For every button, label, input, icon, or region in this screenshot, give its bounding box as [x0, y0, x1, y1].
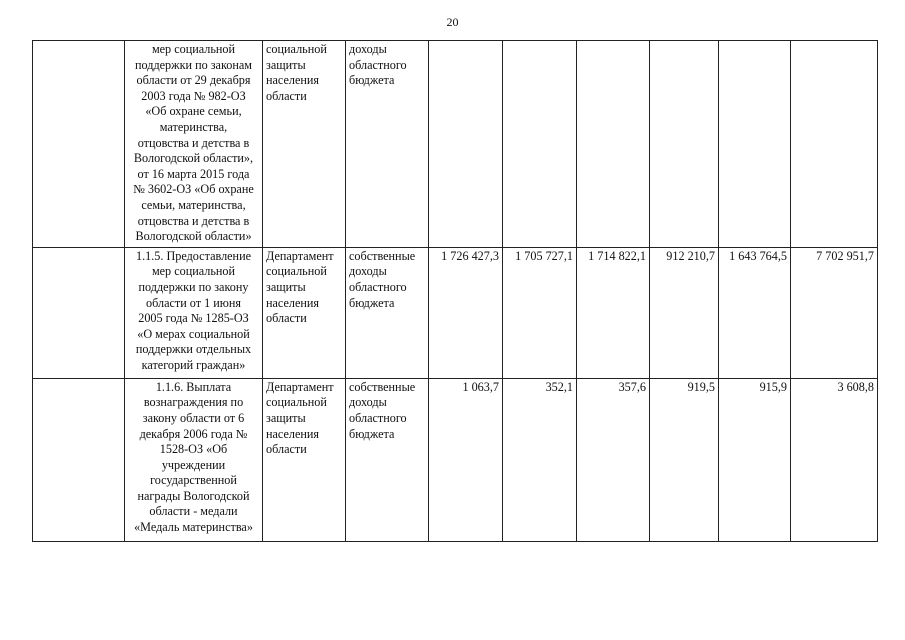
event-cell: мер социальной поддержки по законам области от 29 декабря 2003 года № 982-ОЗ «Об охране семьи, материнства, отцовства и детства в Вологодской области», от 16 марта 2015 года № 3602-ОЗ «Об охране семьи, материнства, отцовства и детства в Вологодской области»: [125, 41, 263, 248]
executor-cell: Департамент социальной защиты населения области: [263, 247, 346, 378]
value-cell-2: [503, 41, 577, 248]
total-cell: 3 608,8: [791, 378, 878, 541]
value-cell-3: [577, 41, 650, 248]
value-cell-4: 912 210,7: [650, 247, 719, 378]
value-cell-5: 915,9: [719, 378, 791, 541]
table-row: [33, 247, 878, 378]
funding-source-cell: собственные доходы областного бюджета: [346, 378, 429, 541]
blank-cell: [33, 378, 125, 541]
value-cell-5: 1 643 764,5: [719, 247, 791, 378]
executor-cell: Департамент социальной защиты населения области: [263, 378, 346, 541]
value-cell-5: [719, 41, 791, 248]
executor-cell: социальной защиты населения области: [263, 41, 346, 248]
value-cell-1: 1 726 427,3: [429, 247, 503, 378]
funding-source-cell: собственные доходы областного бюджета: [346, 247, 429, 378]
funding-source-cell: доходы областного бюджета: [346, 41, 429, 248]
value-cell-1: [429, 41, 503, 248]
table-row: [33, 378, 878, 541]
budget-table: [32, 40, 878, 542]
total-cell: 7 702 951,7: [791, 247, 878, 378]
blank-cell: [33, 41, 125, 248]
value-cell-4: 919,5: [650, 378, 719, 541]
total-cell: [791, 41, 878, 248]
table-row: [33, 41, 878, 248]
event-cell: 1.1.6. Выплата вознаграждения по закону области от 6 декабря 2006 года № 1528-ОЗ «Об учреждении государственной награды Вологодской области - медали «Медаль материнства»: [125, 378, 263, 541]
value-cell-2: 1 705 727,1: [503, 247, 577, 378]
page-number: 20: [446, 15, 459, 29]
event-cell: 1.1.5. Предоставление мер социальной поддержки по закону области от 1 июня 2005 года № 1285-ОЗ «О мерах социальной поддержки отдельных категорий граждан»: [125, 247, 263, 378]
value-cell-3: 357,6: [577, 378, 650, 541]
value-cell-2: 352,1: [503, 378, 577, 541]
value-cell-4: [650, 41, 719, 248]
value-cell-1: 1 063,7: [429, 378, 503, 541]
blank-cell: [33, 247, 125, 378]
value-cell-3: 1 714 822,1: [577, 247, 650, 378]
